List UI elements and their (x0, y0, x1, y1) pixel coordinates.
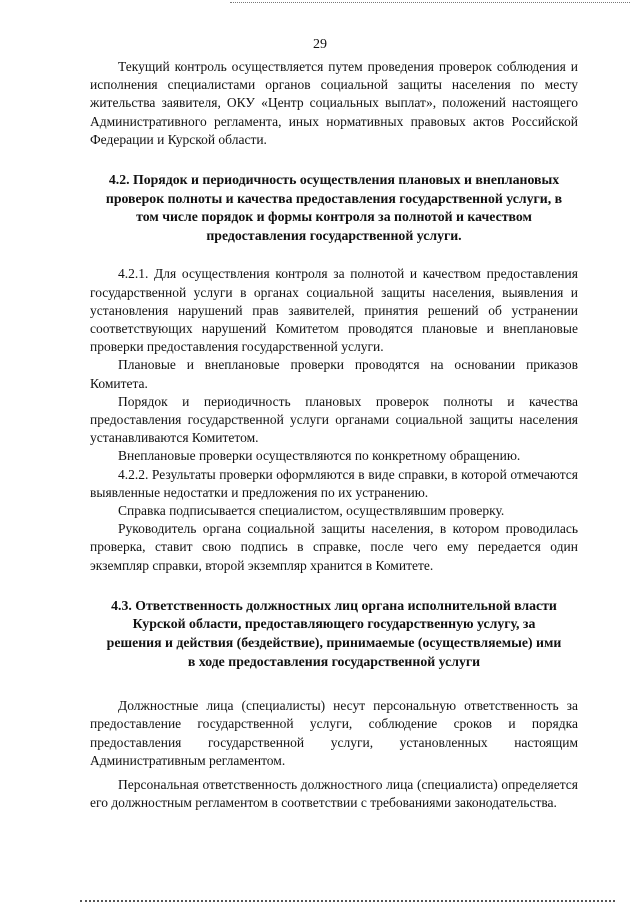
paragraph-4-3-personal: Персональная ответственность должностного лица (специалиста) определяется его должностным регламентом в соответствии с требованиями законодательства. (90, 777, 578, 811)
paragraph-4-3-responsibility: Должностные лица (специалисты) несут персональную ответственность за предоставление государственной услуги, соблюдение сроков и порядка предоставления государственной услуги, установленных настоящим Административным регламентом. (90, 698, 578, 768)
scan-edge-bottom (80, 900, 615, 902)
paragraph-4-2-unplanned: Внеплановые проверки осуществляются по конкретному обращению. (118, 448, 521, 464)
paragraph-4-2-signature: Справка подписывается специалистом, осуществлявшим проверку. (118, 503, 505, 519)
scan-edge-top (230, 2, 630, 3)
paragraph-4-2-head: Руководитель органа социальной защиты населения, в котором проводилась проверка, ставит свою подпись в справке, после чего ему передается один экземпляр справки, второй экземпляр хранится в Комитете. (90, 521, 578, 573)
paragraph-4-2-orders: Плановые и внеплановые проверки проводятся на основании приказов Комитета. (90, 357, 578, 391)
paragraph-4-2-2: 4.2.2. Результаты проверки оформляются в виде справки, в которой отмечаются выявленные недостатки и предложения по их устранению. (90, 466, 578, 500)
section-heading-4-3: 4.3. Ответственность должностных лиц органа исполнительной власти Курской области, предоставляющего государственную услугу, за решения и действия (бездействие), принимаемые (осуществляемые) ими в ходе предоставления государственной услуги (106, 597, 562, 669)
paragraph-intro: Текущий контроль осуществляется путем проведения проверок соблюдения и исполнения специалистами органов социальной защиты населения по месту жительства заявителя, ОКУ «Центр социальных выплат», положений настоящего Административного регламента, иных нормативных правовых актов Российской Федерации и Курской области. (90, 59, 578, 147)
document-body (90, 58, 578, 812)
paragraph-4-2-1: 4.2.1. Для осуществления контроля за полнотой и качеством предоставления государственной услуги в органах социальной защиты населения, выявления и установления нарушений прав заявителей, принятия решений об устранении соответствующих нарушений Комитетом проводятся плановые и внеплановые проверки предоставления государственной услуги. (90, 266, 578, 355)
section-heading-4-2: 4.2. Порядок и периодичность осуществления плановых и внеплановых проверок полноты и качества предоставления государственной услуги, в том числе порядок и формы контроля за полнотой и качеством предоставления государственной услуги. (105, 172, 563, 243)
paragraph-4-2-periodicity: Порядок и периодичность плановых проверок полноты и качества предоставления государственной услуги органами социальной защиты населения устанавливаются Комитетом. (90, 393, 578, 446)
page-number: 29 (313, 37, 327, 52)
